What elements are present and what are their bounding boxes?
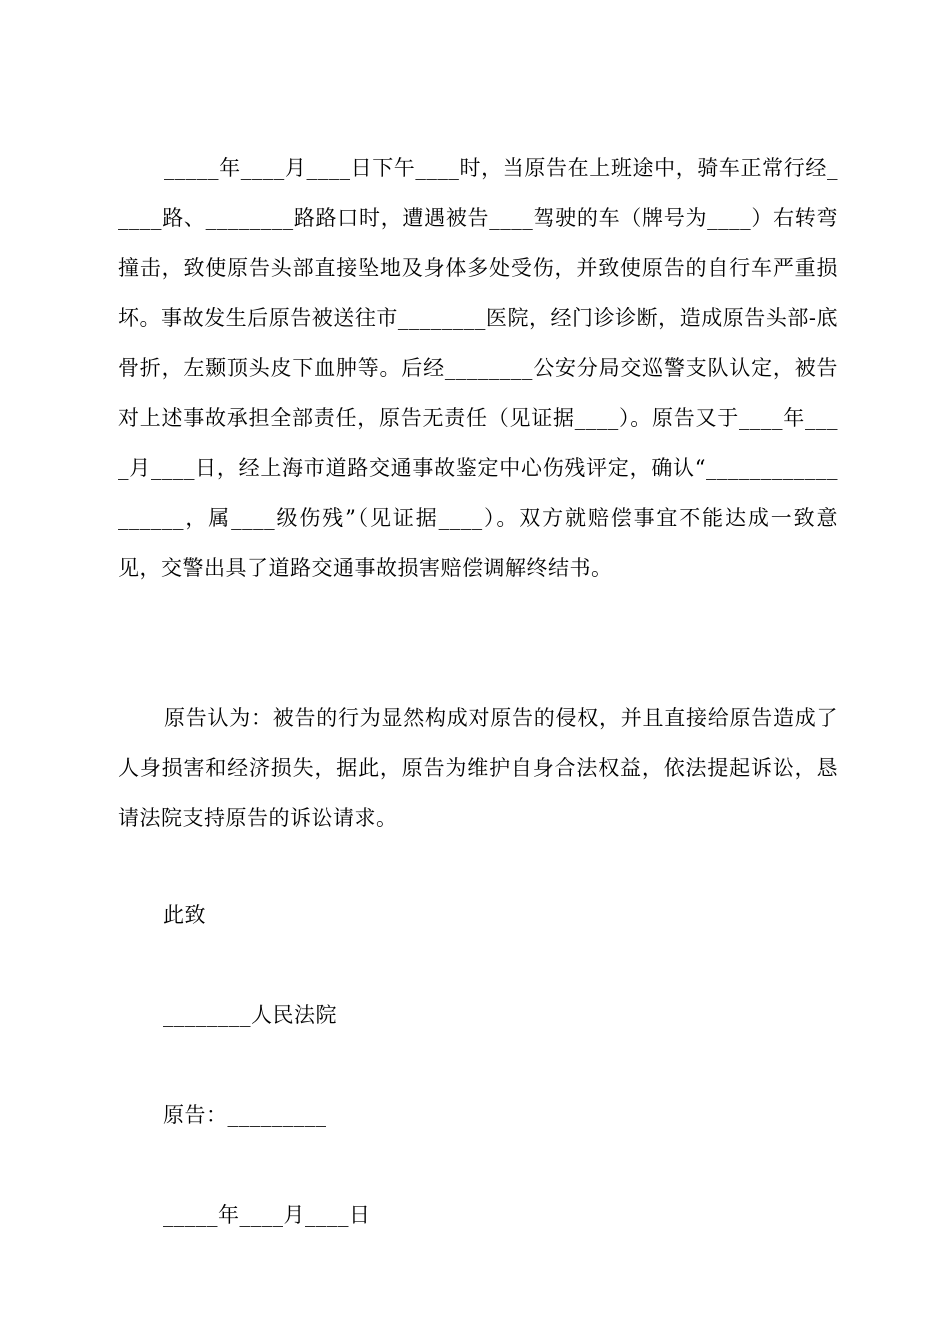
date-line: _____年____月____日 [163,1203,371,1227]
closing-salutation: 此致 [163,903,206,927]
court-name-line: ________人民法院 [163,1003,337,1027]
claim-paragraph: 原告认为：被告的行为显然构成对原告的侵权，并且直接给原告造成了人身损害和经济损失，据此，原告为维护自身合法权益，依法提起诉讼，恳请法院支持原告的诉讼请求。 [118,706,838,830]
plaintiff-signature-line: 原告：_________ [163,1103,327,1127]
facts-paragraph: _____年____月____日下午____时，当原告在上班途中，骑车正常行经_____路、________路路口时，遭遇被告____驾驶的车（牌号为____）右转弯撞击，致使原告头部直接坠地及身体多处受伤，并致使原告的自行车严重损坏。事故发生后原告被送往市________医院，经门诊诊断，造成原告头部-底骨折，左颞顶头皮下血肿等。后经________公安分局交巡警支队认定，被告对上述事故承担全部责任，原告无责任（见证据____）。原告又于____年____月____日，经上海市道路交通事故鉴定中心伤残评定，确认“__________________，属____级伤残”（见证据____）。双方就赔偿事宜不能达成一致意见，交警出具了道路交通事故损害赔偿调解终结书。 [118,156,838,580]
